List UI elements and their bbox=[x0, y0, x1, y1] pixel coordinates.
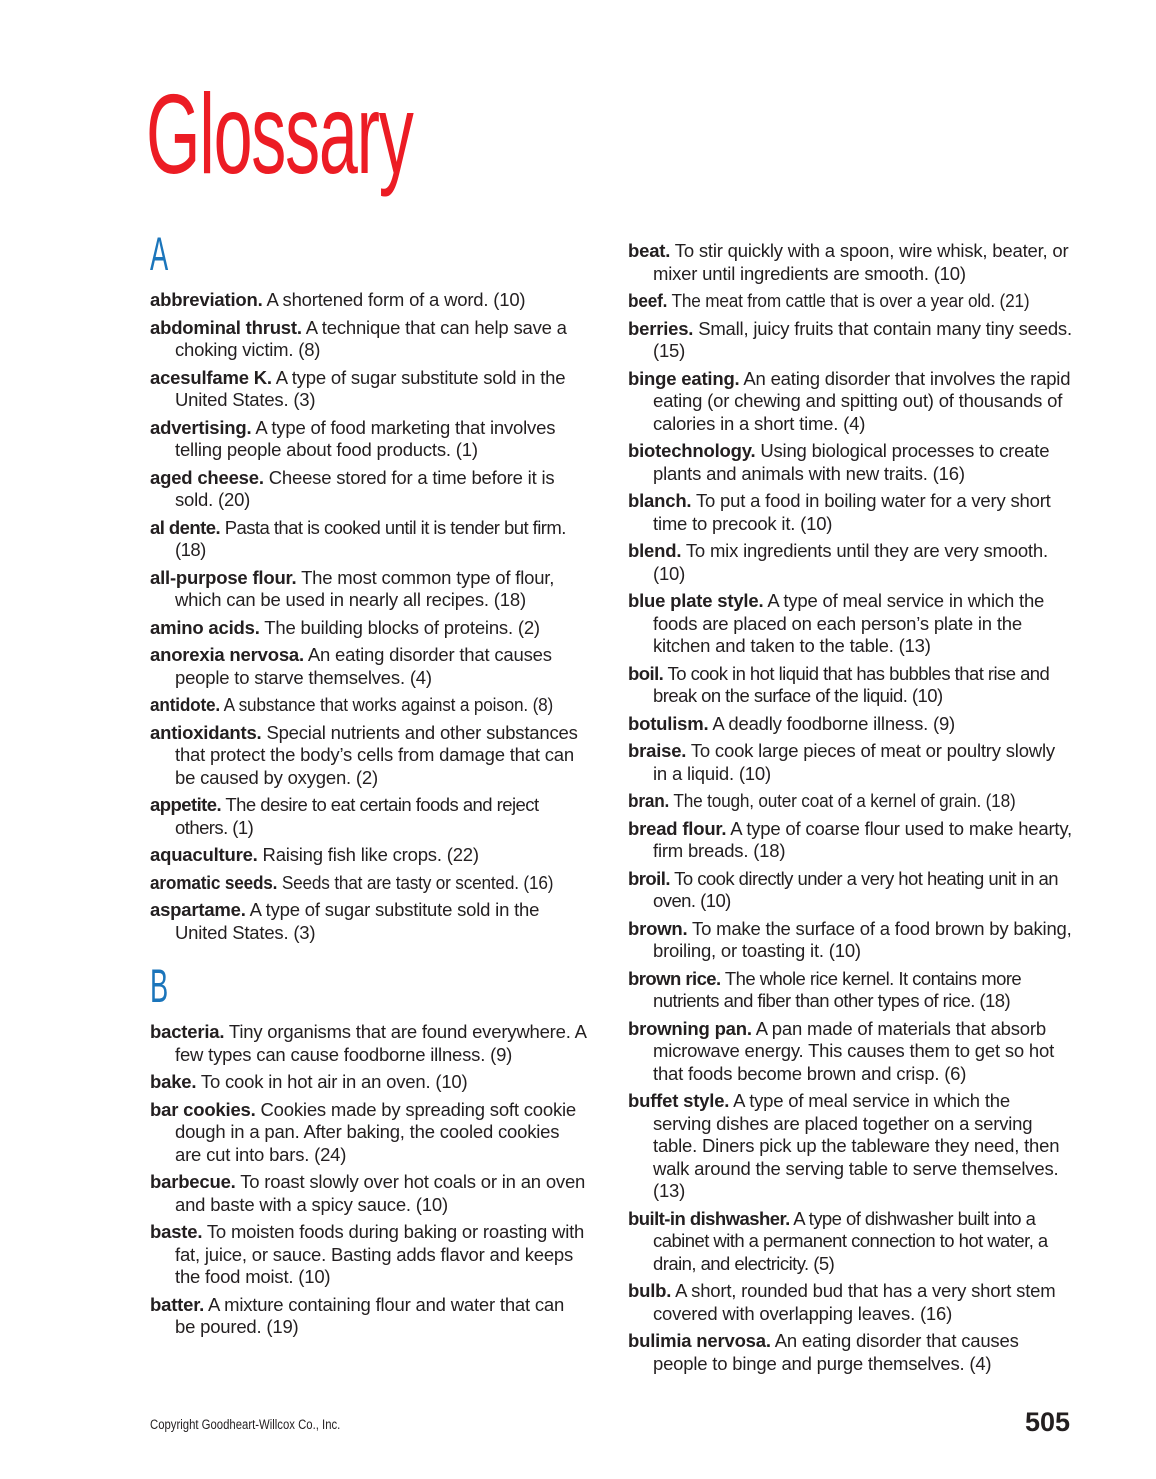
glossary-entry bbox=[628, 713, 1072, 736]
entry-term: antioxidants. bbox=[150, 721, 262, 743]
entry-definition: To cook large pieces of meat or poultry slowly in a liquid. (10) bbox=[653, 740, 1055, 784]
glossary-entry bbox=[150, 417, 586, 462]
glossary-entry bbox=[628, 490, 1072, 535]
entry-term: blue plate style. bbox=[628, 590, 764, 611]
glossary-entry bbox=[628, 1018, 1072, 1086]
entry-term: braise. bbox=[628, 740, 687, 761]
glossary-entry bbox=[150, 1221, 586, 1289]
entry-term: acesulfame K. bbox=[150, 366, 272, 388]
entry-definition: Small, juicy fruits that contain many tiny seeds. (15) bbox=[653, 317, 1072, 361]
glossary-entry bbox=[150, 1071, 586, 1094]
entry-definition: An eating disorder that causes people to binge and purge themselves. (4) bbox=[653, 1330, 1019, 1374]
entry-definition: Cheese stored for a time before it is sold. (20) bbox=[175, 466, 555, 510]
entry-definition: The building blocks of proteins. (2) bbox=[259, 616, 540, 638]
entry-definition: The most common type of flour, which can be used in nearly all recipes. (18) bbox=[175, 566, 555, 610]
entry-definition: A type of dishwasher built into a cabinet with a permanent connection to hot water, a drain, and electricity. (5) bbox=[653, 1207, 1048, 1274]
entry-term: blend. bbox=[628, 540, 682, 561]
entry-definition: To cook in hot air in an oven. (10) bbox=[196, 1071, 468, 1092]
entry-term: aquaculture. bbox=[150, 844, 258, 865]
entry-definition: The meat from cattle that is over a year old. (21) bbox=[667, 290, 1030, 311]
entry-definition: A type of food marketing that involves telling people about food products. (1) bbox=[175, 416, 556, 460]
entry-definition: To make the surface of a food brown by baking, broiling, or toasting it. (10) bbox=[653, 917, 1072, 961]
entry-definition: A technique that can help save a choking victim. (8) bbox=[175, 316, 567, 360]
glossary-entry bbox=[628, 1280, 1072, 1325]
entry-term: bake. bbox=[150, 1071, 197, 1092]
entry-term: abdominal thrust. bbox=[150, 316, 302, 338]
entry-term: abbreviation. bbox=[150, 289, 263, 310]
entry-definition: Using biological processes to create plants and animals with new traits. (16) bbox=[653, 440, 1050, 484]
entry-term: botulism. bbox=[628, 712, 709, 734]
entry-definition: A type of sugar substitute sold in the United States. (3) bbox=[175, 899, 540, 943]
entry-term: bulimia nervosa. bbox=[628, 1330, 771, 1351]
glossary-entry bbox=[150, 1021, 586, 1066]
page-title: Glossary bbox=[146, 71, 413, 197]
glossary-entry bbox=[628, 240, 1072, 285]
entry-definition: A deadly foodborne illness. (9) bbox=[708, 712, 956, 734]
entry-definition: A type of coarse flour used to make hearty, firm breads. (18) bbox=[653, 817, 1072, 861]
entry-term: biotechnology. bbox=[628, 440, 756, 461]
entry-definition: To stir quickly with a spoon, wire whisk, beater, or mixer until ingredients are smooth. (10) bbox=[653, 240, 1069, 284]
glossary-entry bbox=[150, 1099, 586, 1167]
glossary-entry bbox=[150, 517, 586, 562]
glossary-entry bbox=[628, 818, 1072, 863]
glossary-entry bbox=[628, 1330, 1072, 1375]
glossary-entry bbox=[628, 1090, 1072, 1203]
entry-definition: To roast slowly over hot coals or in an oven and baste with a spicy sauce. (10) bbox=[175, 1171, 586, 1215]
glossary-entry bbox=[150, 289, 586, 312]
glossary-entry bbox=[628, 368, 1072, 436]
entry-term: brown rice. bbox=[628, 967, 721, 989]
entry-term: antidote. bbox=[150, 694, 221, 715]
entry-definition: A shortened form of a word. (10) bbox=[262, 289, 526, 310]
entry-definition: Cookies made by spreading soft cookie dough in a pan. After baking, the cooled cookies are cut into bars. (24) bbox=[175, 1098, 577, 1165]
entry-term: beat. bbox=[628, 240, 671, 261]
entry-term: aspartame. bbox=[150, 899, 246, 920]
glossary-entry bbox=[150, 1294, 586, 1339]
glossary-entry bbox=[150, 467, 586, 512]
glossary-entry bbox=[628, 440, 1072, 485]
entry-definition: To moisten foods during baking or roasting with fat, juice, or sauce. Basting adds flavor and keeps the food moist. (10) bbox=[175, 1221, 585, 1287]
glossary-entry bbox=[150, 367, 586, 412]
glossary-entry bbox=[150, 794, 586, 839]
glossary-entry bbox=[150, 1171, 586, 1216]
entry-definition: Pasta that is cooked until it is tender but firm. (18) bbox=[175, 516, 566, 560]
glossary-entry bbox=[628, 740, 1072, 785]
entry-term: appetite. bbox=[150, 794, 222, 815]
entry-term: bacteria. bbox=[150, 1021, 225, 1042]
glossary-entry bbox=[150, 722, 586, 790]
glossary-entry bbox=[150, 644, 586, 689]
entry-definition: An eating disorder that causes people to starve themselves. (4) bbox=[175, 644, 552, 688]
section-letter-b: B bbox=[150, 959, 169, 1012]
glossary-entry bbox=[628, 590, 1072, 658]
entry-term: berries. bbox=[628, 317, 694, 339]
entry-term: binge eating. bbox=[628, 367, 740, 389]
glossary-entry bbox=[628, 318, 1072, 363]
entry-definition: To put a food in boiling water for a very short time to precook it. (10) bbox=[653, 490, 1051, 534]
glossary-entry bbox=[628, 868, 1072, 913]
entry-term: aged cheese. bbox=[150, 466, 264, 488]
entry-term: browning pan. bbox=[628, 1017, 752, 1039]
entry-definition: To mix ingredients until they are very smooth. (10) bbox=[653, 540, 1048, 584]
glossary-entry bbox=[628, 663, 1072, 708]
entry-definition: A type of meal service in which the serving dishes are placed together on a serving table. Diners pick up the tableware they need, then walk around the serving table to serve themselves. (13) bbox=[653, 1090, 1060, 1201]
entry-term: advertising. bbox=[150, 416, 252, 438]
entry-term: bran. bbox=[628, 790, 670, 811]
page-number: 505 bbox=[1024, 1407, 1070, 1437]
entry-term: anorexia nervosa. bbox=[150, 644, 304, 665]
glossary-entry bbox=[150, 844, 586, 867]
entry-term: barbecue. bbox=[150, 1171, 236, 1192]
glossary-entry bbox=[628, 540, 1072, 585]
entry-term: broil. bbox=[628, 867, 670, 889]
glossary-entry bbox=[150, 872, 555, 895]
glossary-entry bbox=[150, 567, 586, 612]
glossary-entry bbox=[628, 790, 1041, 813]
entry-definition: An eating disorder that involves the rapid eating (or chewing and spitting out) of thousands of calories in a short time. (4) bbox=[653, 367, 1071, 434]
entry-term: bulb. bbox=[628, 1280, 672, 1301]
entry-term: buffet style. bbox=[628, 1090, 730, 1111]
glossary-entry bbox=[628, 290, 1041, 313]
glossary-entry bbox=[150, 899, 586, 944]
section-letter-a: A bbox=[150, 227, 169, 280]
entry-term: built-in dishwasher. bbox=[628, 1207, 790, 1229]
entry-definition: To cook directly under a very hot heating unit in an oven. (10) bbox=[653, 867, 1058, 911]
entry-definition: Tiny organisms that are found everywhere. A few types can cause foodborne illness. (9) bbox=[175, 1021, 586, 1065]
glossary-entry bbox=[628, 968, 1072, 1013]
entry-definition: A short, rounded bud that has a very short stem covered with overlapping leaves. (16) bbox=[653, 1280, 1056, 1324]
glossary-entry bbox=[628, 918, 1072, 963]
entry-term: blanch. bbox=[628, 490, 692, 511]
glossary-entry bbox=[150, 694, 555, 717]
entry-term: bread flour. bbox=[628, 817, 727, 839]
entry-term: aromatic seeds. bbox=[150, 871, 278, 893]
entry-term: brown. bbox=[628, 917, 688, 939]
entry-definition: A pan made of materials that absorb microwave energy. This causes them to get so hot that foods become brown and crisp. (6) bbox=[653, 1017, 1055, 1084]
glossary-column-left bbox=[150, 227, 586, 1344]
entry-definition: A mixture containing flour and water that can be poured. (19) bbox=[175, 1293, 565, 1337]
entry-definition: A substance that works against a poison. (8) bbox=[220, 694, 554, 715]
entry-definition: Special nutrients and other substances that protect the body’s cells from damage that can be caused by oxygen. (2) bbox=[175, 721, 578, 788]
entry-term: amino acids. bbox=[150, 616, 260, 638]
entry-term: beef. bbox=[628, 290, 668, 311]
entry-definition: The whole rice kernel. It contains more nutrients and fiber than other types of rice. (18) bbox=[653, 967, 1022, 1011]
entry-term: bar cookies. bbox=[150, 1098, 256, 1120]
entry-term: al dente. bbox=[150, 516, 221, 538]
entry-term: all-purpose flour. bbox=[150, 566, 297, 588]
entry-term: baste. bbox=[150, 1221, 203, 1242]
entry-definition: Seeds that are tasty or scented. (16) bbox=[277, 871, 554, 893]
glossary-entry bbox=[628, 1208, 1072, 1276]
entry-definition: The desire to eat certain foods and reject others. (1) bbox=[175, 794, 539, 838]
entry-definition: Raising fish like crops. (22) bbox=[257, 844, 479, 865]
entry-definition: The tough, outer coat of a kernel of grain. (18) bbox=[669, 790, 1016, 811]
entry-definition: A type of meal service in which the foods are placed on each person’s plate in the kitchen and taken to the table. (13) bbox=[653, 590, 1045, 656]
entry-term: boil. bbox=[628, 662, 664, 684]
copyright-note: Copyright Goodheart-Willcox Co., Inc. bbox=[150, 1417, 341, 1432]
entry-definition: A type of sugar substitute sold in the United States. (3) bbox=[175, 366, 566, 410]
entry-definition: To cook in hot liquid that has bubbles that rise and break on the surface of the liquid. (10) bbox=[653, 662, 1050, 706]
glossary-column-right bbox=[628, 240, 1072, 1380]
glossary-entry bbox=[150, 617, 586, 640]
entry-term: batter. bbox=[150, 1293, 205, 1315]
glossary-entry bbox=[150, 317, 586, 362]
